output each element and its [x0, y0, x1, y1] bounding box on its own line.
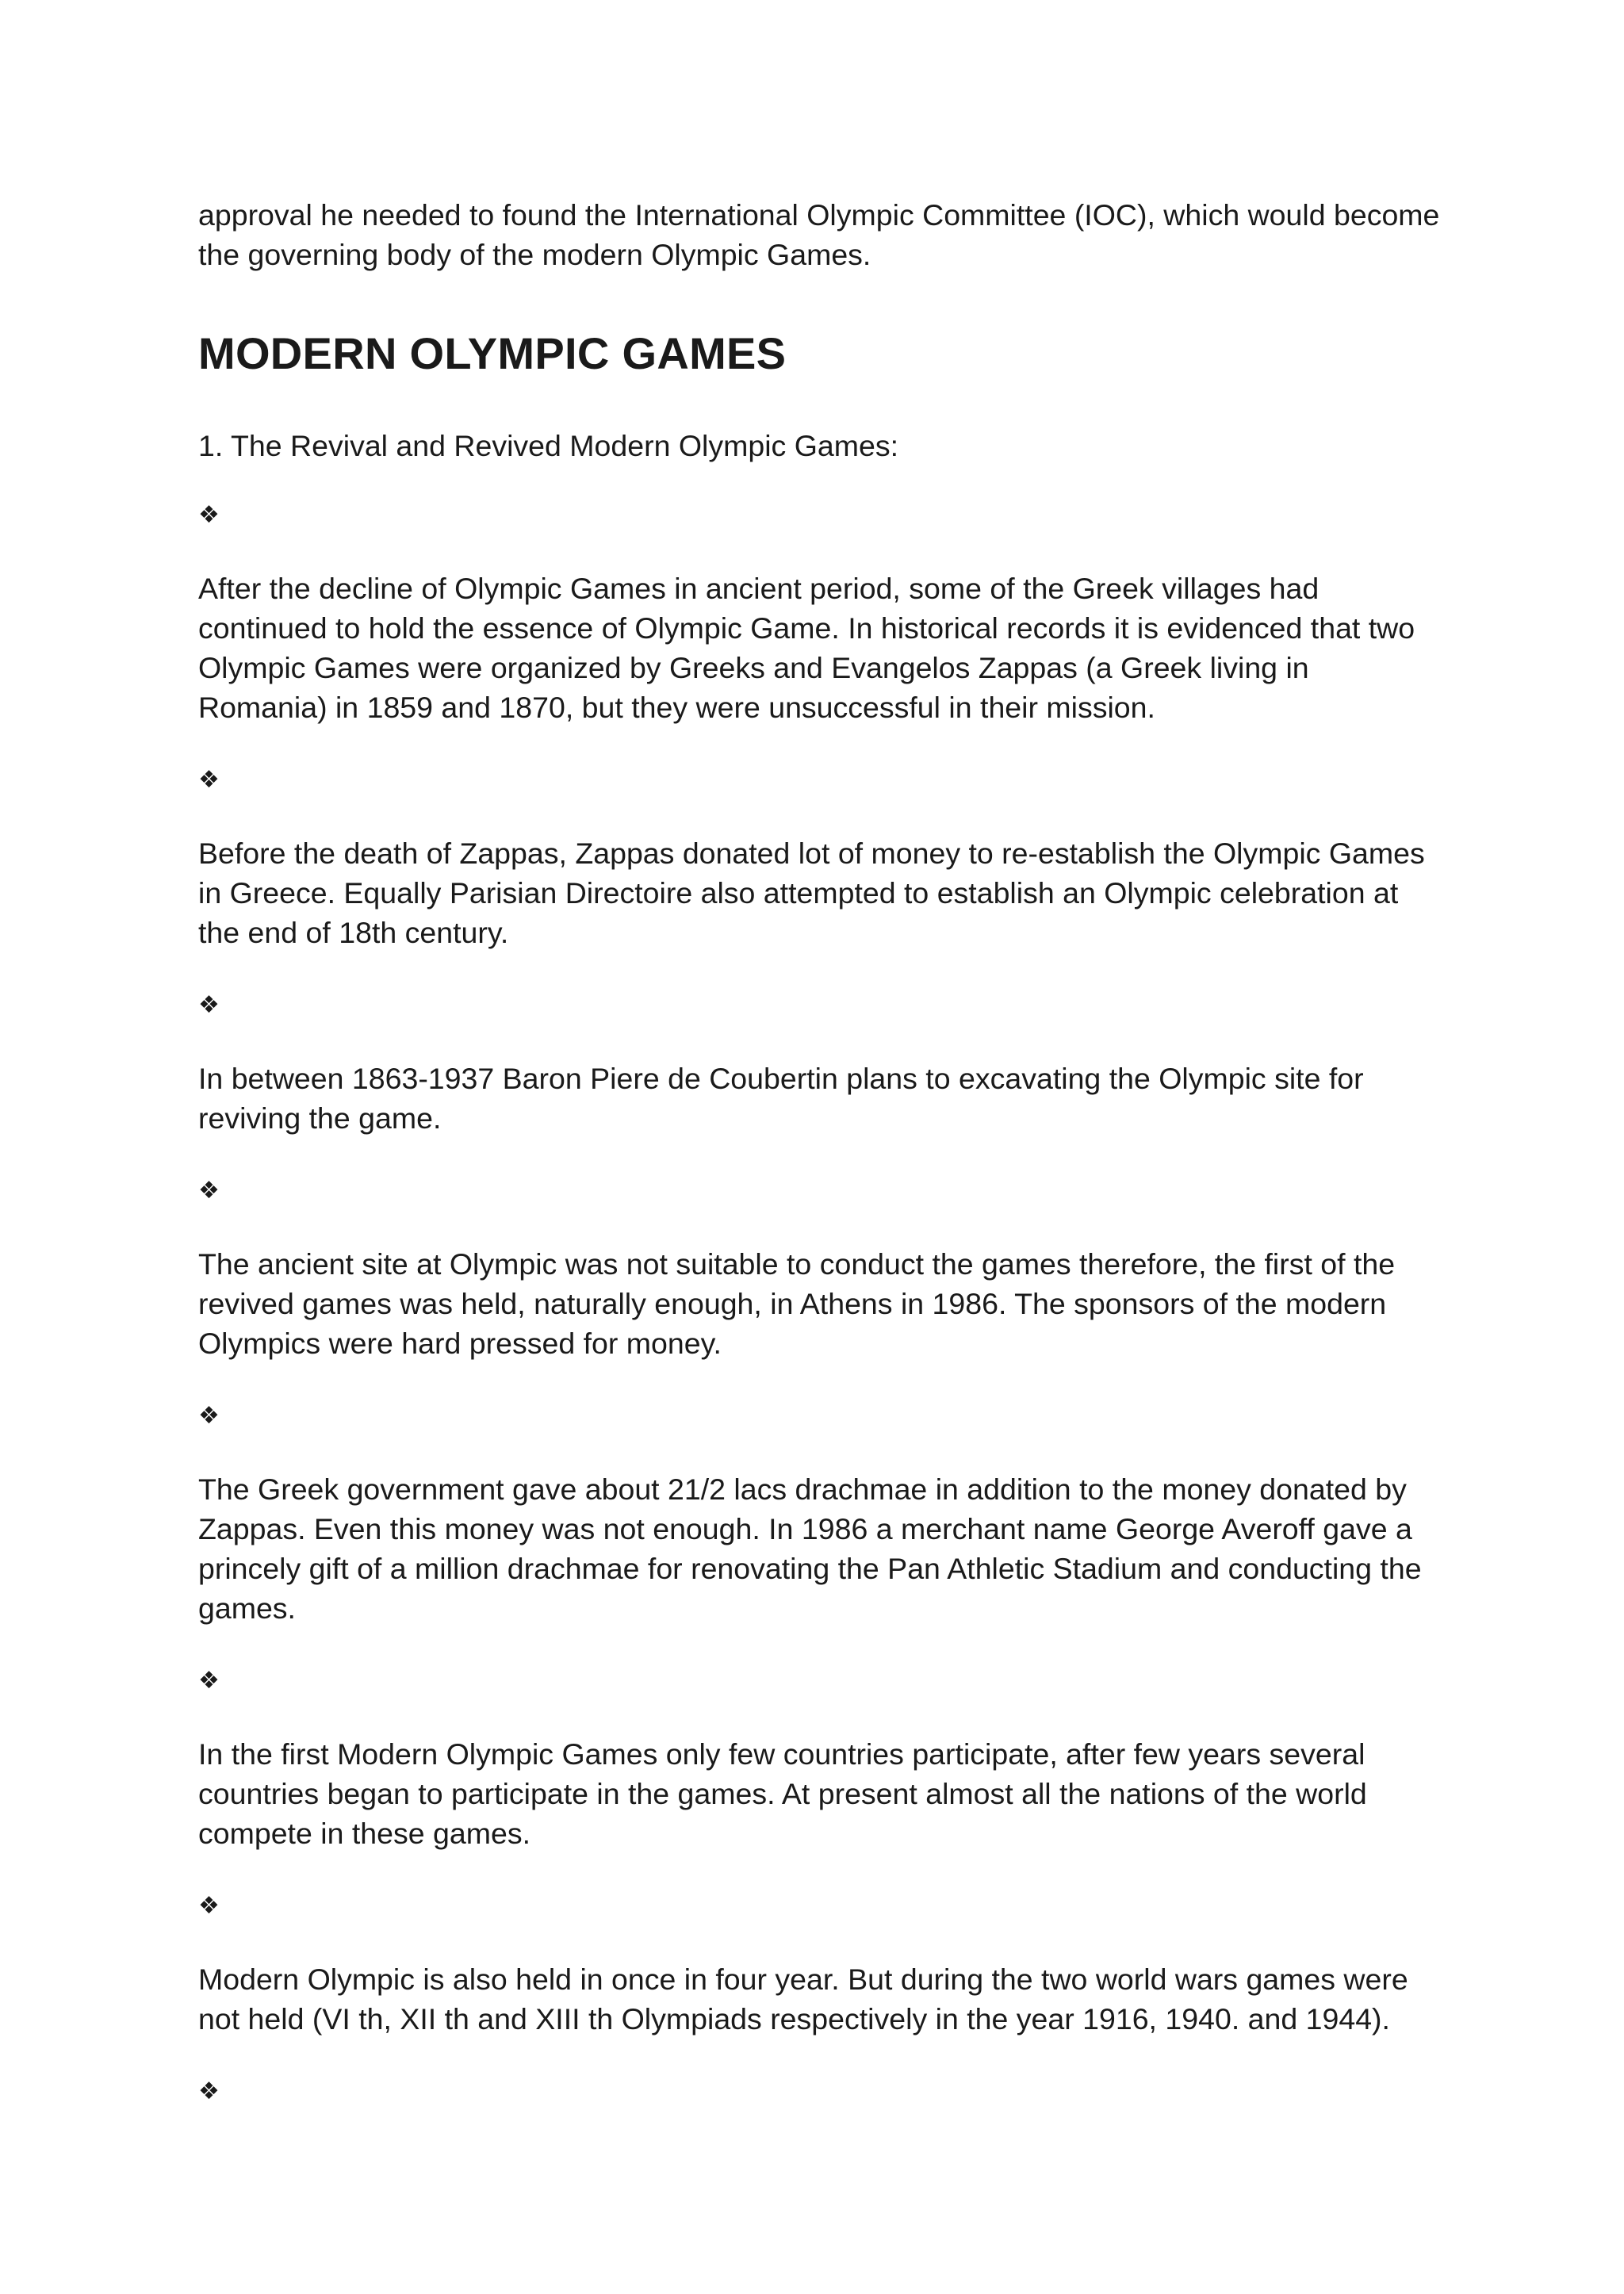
bullet-icon: ❖	[198, 2078, 220, 2104]
bullet-icon: ❖	[198, 502, 220, 528]
body-paragraph: The ancient site at Olympic was not suitable to conduct the games therefore, the first of the revived games was held, naturally enough, in Athens in 1986. The sponsors of the modern Olympics were hard pressed for money.	[198, 1247, 1396, 1360]
subheading: 1. The Revival and Revived Modern Olympic Games:	[198, 429, 899, 462]
body-paragraph: The Greek government gave about 21/2 lacs drachmae in addition to the money donated by Zappas. Even this money was not enough. In 1986 a merchant name George Averoff gave a princely gift of a million drachmae for renovating the Pan Athletic Stadium and conducting the games.	[198, 1473, 1422, 1625]
bullet-icon: ❖	[198, 1178, 220, 1204]
body-paragraph: After the decline of Olympic Games in ancient period, some of the Greek villages had continued to hold the essence of Olympic Game. In historical records it is evidenced that two Olympic Games were organized by Greeks and Evangelos Zappas (a Greek living in Romania) in 1859 and 1870, but they were unsuccessful in their mission.	[198, 572, 1415, 724]
document-page	[198, 195, 1443, 2112]
intro-paragraph: approval he needed to found the International Olympic Committee (IOC), which would become the governing body of the modern Olympic Games.	[198, 198, 1440, 271]
bullet-icon: ❖	[198, 992, 220, 1018]
bullet-icon: ❖	[198, 1403, 220, 1429]
bullet-icon: ❖	[198, 1668, 220, 1694]
bullet-icon: ❖	[198, 1893, 220, 1919]
body-paragraph: In between 1863-1937 Baron Piere de Coubertin plans to excavating the Olympic site for reviving the game.	[198, 1062, 1364, 1135]
bullet-icon: ❖	[198, 767, 220, 793]
section-heading: MODERN OLYMPIC GAMES	[198, 328, 787, 378]
body-paragraph: Before the death of Zappas, Zappas donated lot of money to re-establish the Olympic Games in Greece. Equally Parisian Directoire also attempted to establish an Olympic celebration at the end of 18th century.	[198, 837, 1425, 949]
body-paragraph: In the first Modern Olympic Games only few countries participate, after few years several countries began to participate in the games. At present almost all the nations of the world compete in these games.	[198, 1737, 1367, 1850]
body-paragraph: Modern Olympic is also held in once in four year. But during the two world wars games were not held (VI th, XII th and XIII th Olympiads respectively in the year 1916, 1940. and 1944).	[198, 1963, 1408, 2035]
